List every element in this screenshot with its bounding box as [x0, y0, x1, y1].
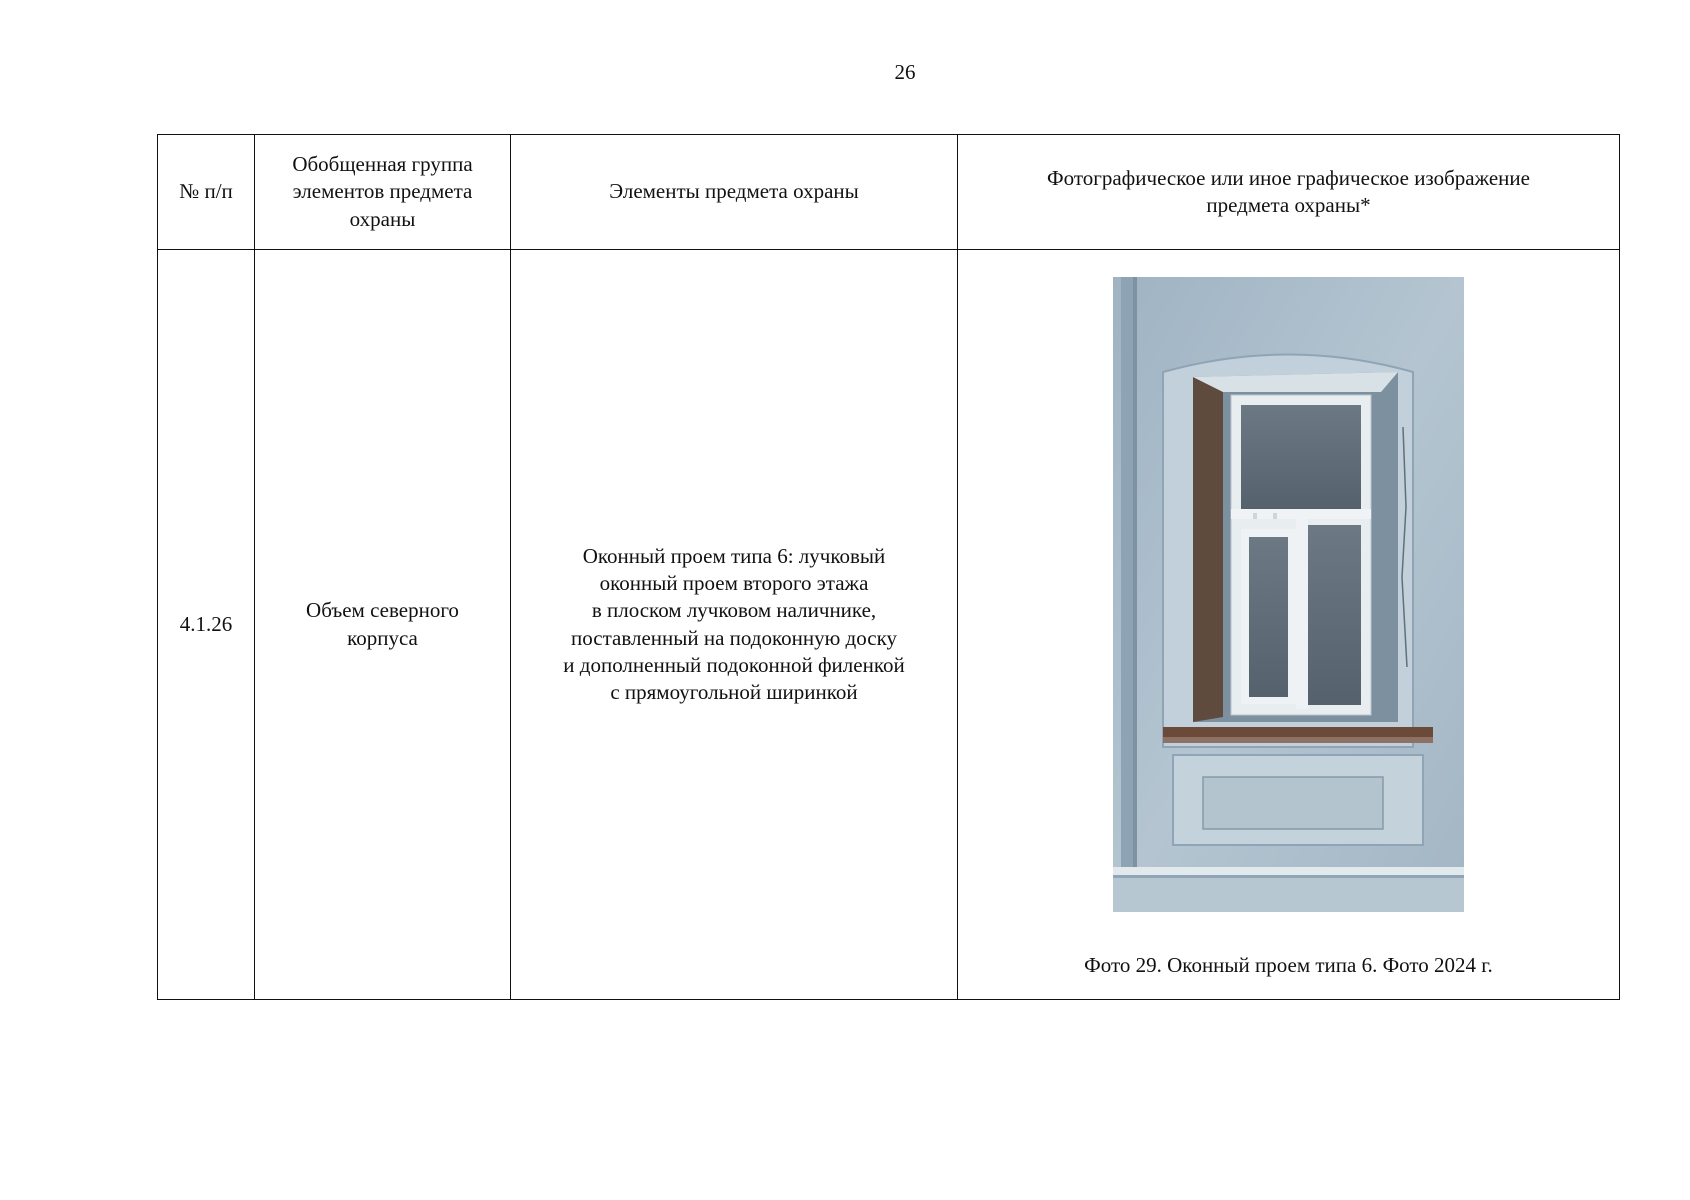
page-number: 26	[894, 60, 916, 84]
protection-table	[157, 134, 1620, 1000]
header-group-text: Обобщенная группа элементов предмета охраны	[292, 152, 473, 231]
table-row	[158, 250, 1620, 1000]
header-elements	[511, 135, 958, 250]
row-group-text: Объем северного корпуса	[306, 598, 459, 650]
header-photo	[958, 135, 1620, 250]
window-photo-image	[1113, 277, 1464, 912]
table-header-row	[158, 135, 1620, 250]
row-number: 4.1.26	[158, 250, 255, 1000]
window-photo	[1113, 277, 1464, 912]
header-photo-text: Фотографическое или иное графическое изображение предмета охраны*	[1047, 165, 1530, 217]
row-elements	[511, 250, 958, 1000]
row-elements-text: Оконный проем типа 6: лучковый оконный проем второго этажа в плоском лучковом наличнике, поставленный на подоконную доску и дополненный подоконной филенкой с прямоугольной ширинкой	[563, 543, 905, 705]
header-elements-text: Элементы предмета охраны	[609, 179, 859, 204]
photo-caption: Фото 29. Оконный проем типа 6. Фото 2024 г.	[1084, 953, 1493, 977]
header-number	[158, 135, 255, 250]
row-group	[255, 250, 511, 1000]
header-group	[255, 135, 511, 250]
header-number-text: № п/п	[179, 179, 233, 204]
row-photo	[958, 250, 1620, 1000]
